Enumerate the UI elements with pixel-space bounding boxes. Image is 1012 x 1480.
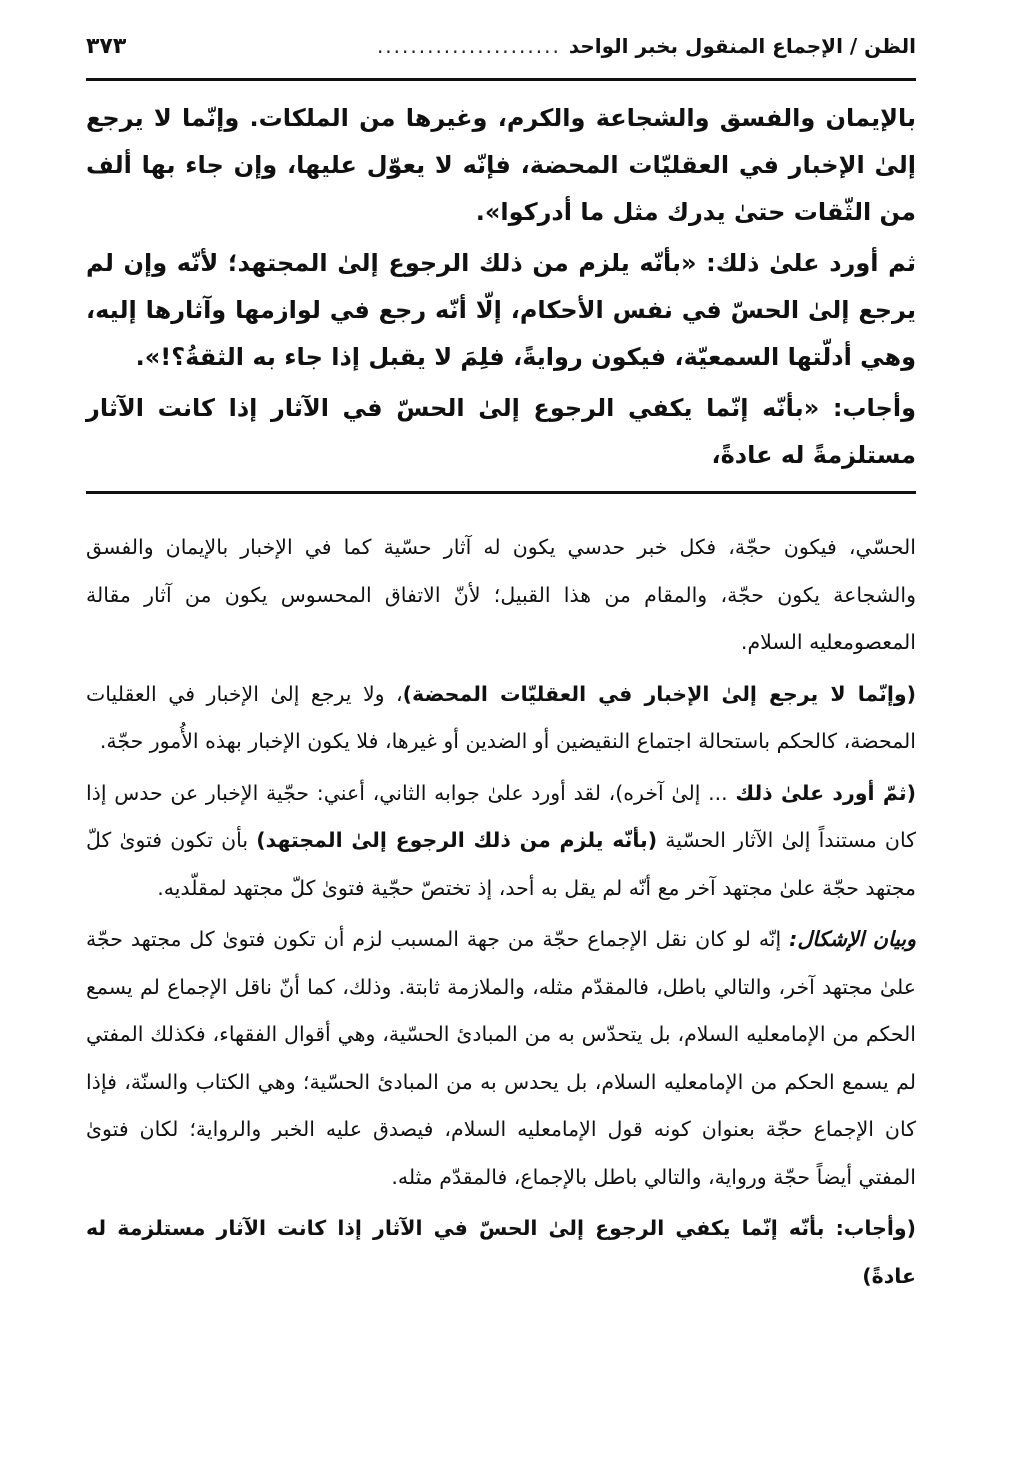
main-text bbox=[86, 95, 916, 479]
quoted-phrase: (وإنّما لا يرجع إلىٰ الإخبار في العقليّات المحضة) bbox=[402, 681, 916, 706]
commentary-paragraph: الحسّي، فيكون حجّة، فكل خبر حدسي يكون له آثار حسّية كما في الإخبار بالإيمان والفسق والشجاعة يكون حجّة، والمقام من هذا القبيل؛ لأنّ الاتفاق المحسوس يكون من آثار مقالة المعصومعليه السلام. bbox=[86, 535, 916, 654]
commentary-paragraph: (وأجاب: بأنّه إنّما يكفي الرجوع إلىٰ الحسّ في الآثار إذا كانت الآثار مستلزمة له عادةً) bbox=[86, 1216, 916, 1288]
separator-rule bbox=[86, 491, 916, 494]
quoted-phrase: (بأنّه يلزم من ذلك الرجوع إلىٰ المجتهد) bbox=[256, 828, 658, 852]
chapter-title: الظن / الإجماع المنقول بخبر الواحد bbox=[568, 34, 916, 58]
commentary-text: ، ولا يرجع إلىٰ الإخبار في العقليات المحضة، كالحكم باستحالة اجتماع النقيضين أو الضدين أو غيرها، فلا يكون الإخبار بهذه الأُمور حجّة. bbox=[86, 681, 916, 753]
commentary-text: بأن تكون فتوىٰ كلّ مجتهد حجّة علىٰ مجتهد آخر مع أنّه لم يقل به أحد، إذ تختصّ حجّية فتوىٰ كلّ مجتهد لمقلّديه. bbox=[86, 828, 916, 900]
commentary-text: إنّه لو كان نقل الإجماع حجّة من جهة المسبب لزم أن تكون فتوىٰ كل مجتهد حجّة علىٰ مجتهد آخر، والتالي باطل، فالمقدّم مثله، والملازمة ثابتة. وذلك، كما أنّ ناقل الإجماع لم يسمع الحكم من الإمامعليه السلام، بل يتحدّس به من المبادئ الحسّية، وهي أقوال الفقهاء، فكذلك المفتي لم يسمع الحكم من الإمامعليه السلام، بل يحدس به من المبادئ الحسّية؛ وهي الكتاب والسنّة، فإذا كان الإجماع حجّة بعنوان كونه قول الإمامعليه السلام، فيصدق عليه الخبر والرواية؛ لكان فتوىٰ المفتي أيضاً حجّة ورواية، والتالي باطل بالإجماع، فالمقدّم مثله. bbox=[86, 927, 916, 1189]
leader-dots: ...................... bbox=[376, 34, 561, 58]
main-paragraph: ثم أورد علىٰ ذلك: «بأنّه يلزم من ذلك الرجوع إلىٰ المجتهد؛ لأنّه وإن لم يرجع إلىٰ الحسّ في نفس الأحكام، إلّا أنّه رجع في لوازمها وآثارها إليه، وهي أدلّتها السمعيّة، فيكون روايةً، فلِمَ لا يقبل إذا جاء به الثقةُ؟!». bbox=[86, 249, 916, 371]
main-paragraph: بالإيمان والفسق والشجاعة والكرم، وغيرها من الملكات. وإنّما لا يرجع إلىٰ الإخبار في العقليّات المحضة، فإنّه لا يعوّل عليها، وإن جاء بها ألف من الثّقات حتىٰ يدرك مثل ما أدركوا». bbox=[86, 104, 916, 226]
commentary-paragraph bbox=[86, 916, 916, 1201]
problem-statement-lead: وبيان الإشكال: bbox=[789, 927, 917, 951]
page-number: ٣٧٣ bbox=[86, 34, 127, 59]
running-header bbox=[86, 34, 916, 81]
commentary-text: ... إلىٰ آخره)، لقد أورد علىٰ جوابه الثاني، أعني: حجّية الإخبار عن حدس إذا كان مستنداً إلىٰ الآثار الحسّية bbox=[86, 780, 916, 852]
commentary bbox=[86, 524, 916, 1300]
commentary-paragraph bbox=[86, 671, 916, 766]
commentary-paragraph bbox=[86, 770, 916, 913]
quoted-phrase: (ثمّ أورد علىٰ ذلك bbox=[735, 780, 916, 805]
book-page bbox=[86, 34, 916, 1434]
main-paragraph: وأجاب: «بأنّه إنّما يكفي الرجوع إلىٰ الحسّ في الآثار إذا كانت الآثار مستلزمةً له عادةً، bbox=[86, 394, 916, 469]
